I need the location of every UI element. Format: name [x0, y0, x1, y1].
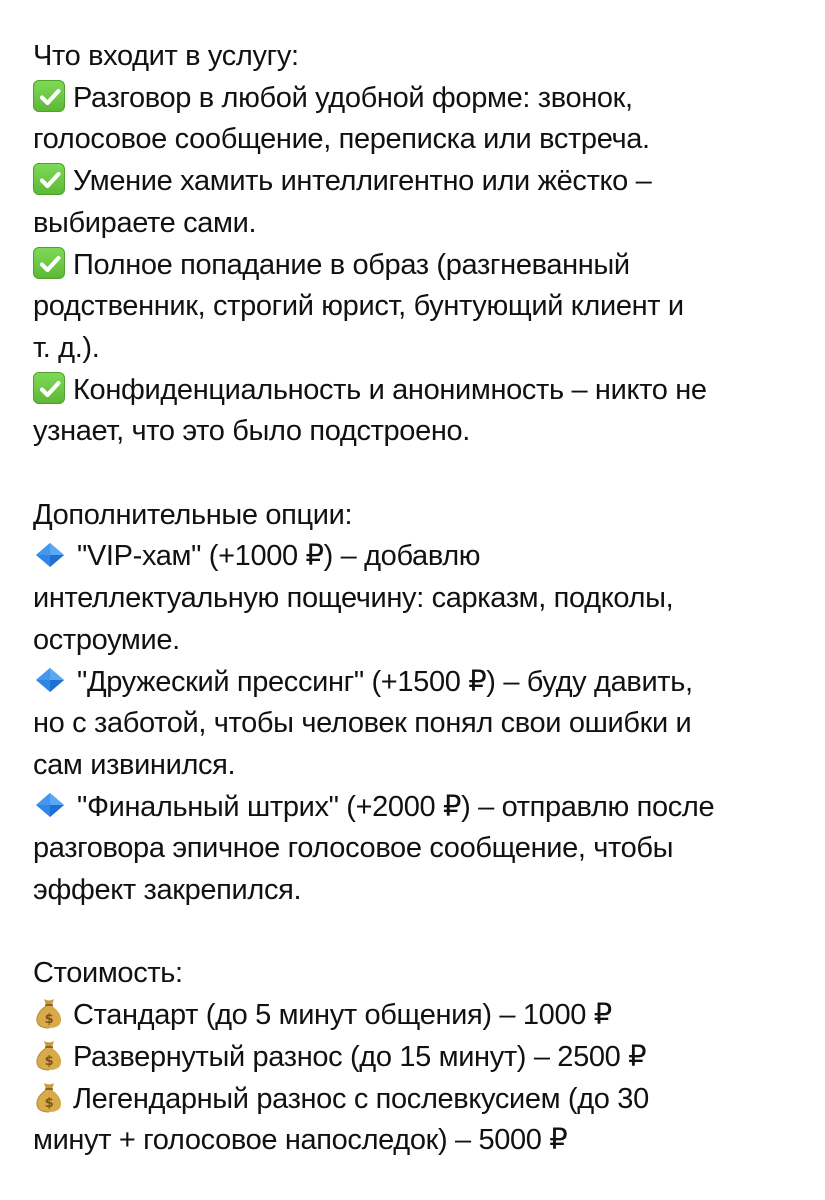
included-item-line: т. д.).: [33, 331, 100, 364]
option-item-line: "VIP-хам" (+1000 ₽) – добавлю: [77, 540, 481, 573]
check-mark-icon: [33, 372, 65, 404]
price-item-line: Легендарный разнос с послевкусием (до 30: [73, 1082, 649, 1115]
option-item-line: сам извинился.: [33, 748, 236, 781]
option-item-line: но с заботой, чтобы человек понял свои ошибки и: [33, 707, 692, 740]
option-item-line: разговора эпичное голосовое сообщение, чтобы: [33, 832, 674, 865]
price-item-line: минут + голосовое напоследок) – 5000 ₽: [33, 1124, 568, 1157]
included-item-line: родственник, строгий юрист, бунтующий клиент и: [33, 290, 684, 323]
price-item: [33, 995, 808, 1037]
included-item-line: голосовое сообщение, переписка или встреча.: [33, 123, 650, 156]
option-item: [33, 662, 808, 787]
blue-diamond-icon: [33, 666, 67, 694]
money-bag-icon: [33, 1038, 65, 1072]
money-bag-icon: [33, 996, 65, 1030]
included-item-line: Конфиденциальность и анонимность – никто не: [73, 373, 707, 406]
option-item-line: "Финальный штрих" (+2000 ₽) – отправлю после: [77, 790, 715, 823]
price-item-line: Развернутый разнос (до 15 минут) – 2500 ₽: [73, 1040, 647, 1073]
option-item: [33, 536, 808, 661]
included-item-line: Полное попадание в образ (разгневанный: [73, 248, 630, 281]
price-item-line: Стандарт (до 5 минут общения) – 1000 ₽: [73, 999, 612, 1032]
included-heading: Что входит в услугу:: [33, 40, 299, 72]
included-item-line: Разговор в любой удобной форме: звонок,: [73, 81, 633, 114]
included-item: [33, 245, 808, 370]
included-item-line: выбираете сами.: [33, 206, 257, 239]
blue-diamond-icon: [33, 791, 67, 819]
option-item: [33, 787, 808, 912]
check-mark-icon: [33, 247, 65, 279]
options-section: [33, 495, 808, 912]
options-heading: Дополнительные опции:: [33, 498, 353, 531]
message-text: [33, 36, 808, 1162]
svg-text:$: $: [44, 1054, 54, 1070]
check-mark-icon: [33, 163, 65, 195]
svg-text:$: $: [44, 1012, 54, 1028]
option-item-line: "Дружеский прессинг" (+1500 ₽) – буду давить,: [77, 665, 693, 698]
option-item-line: эффект закрепился.: [33, 874, 302, 907]
included-item-line: узнает, что это было подстроено.: [33, 415, 471, 448]
money-bag-icon: [33, 1080, 65, 1114]
included-item: [33, 370, 808, 453]
included-item-line: Умение хамить интеллигентно или жёстко –: [73, 165, 652, 198]
check-mark-icon: [33, 80, 65, 112]
pricing-heading: Стоимость:: [33, 957, 183, 990]
included-section: [33, 36, 808, 453]
blue-diamond-icon: [33, 541, 67, 569]
svg-text:$: $: [44, 1095, 54, 1111]
included-item: [33, 78, 808, 161]
option-item-line: интеллектуальную пощечину: сарказм, подколы,: [33, 582, 674, 615]
pricing-section: [33, 953, 808, 1162]
price-item: [33, 1079, 808, 1162]
included-item: [33, 161, 808, 244]
option-item-line: остроумие.: [33, 623, 180, 656]
price-item: [33, 1037, 808, 1079]
